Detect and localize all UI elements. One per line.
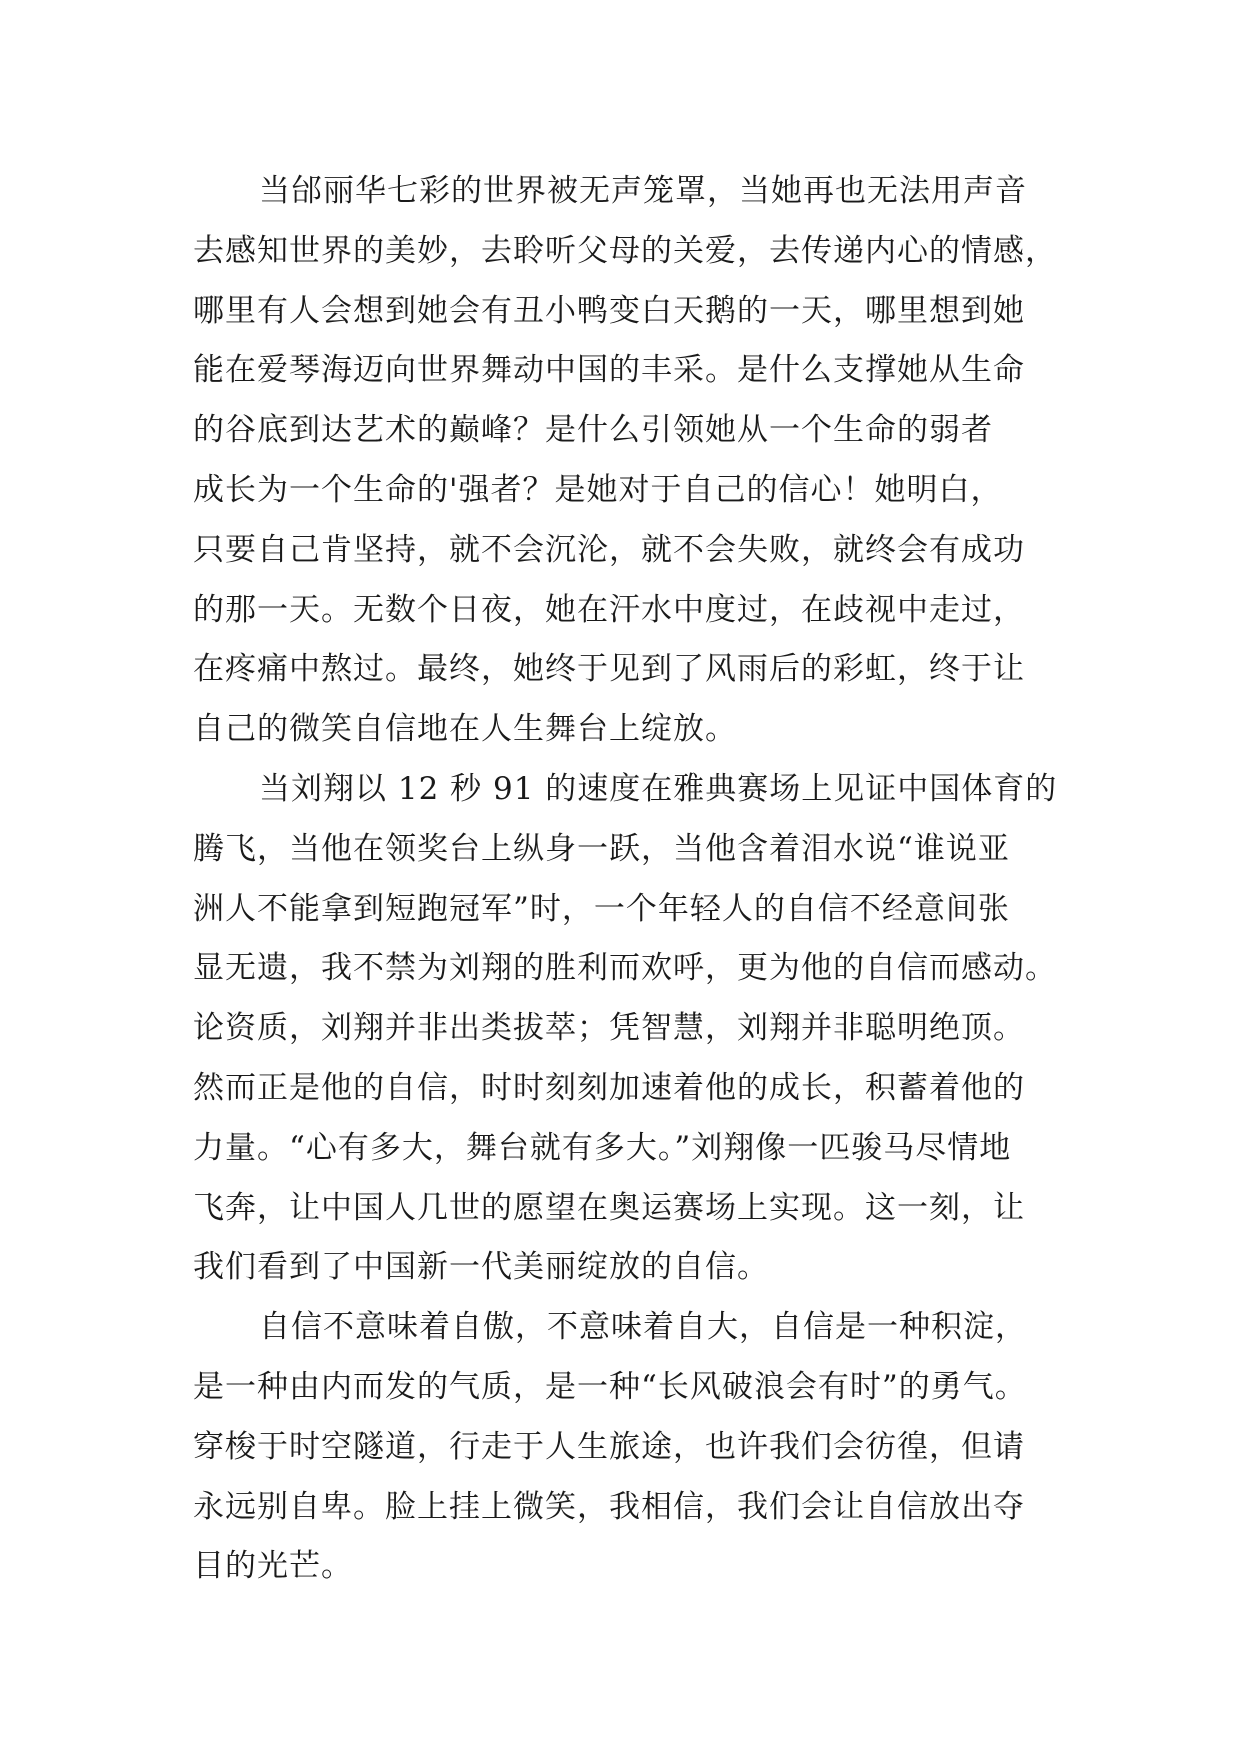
text-line: 当邰丽华七彩的世界被无声笼罩，当她再也无法用声音 xyxy=(259,173,1027,209)
text-line: 自信不意味着自傲，不意味着自大，自信是一种积淀， xyxy=(259,1309,1027,1346)
text-line: 的那一天。无数个日夜，她在汗水中度过，在歧视中走过， xyxy=(193,591,1025,628)
text-line: 当刘翔以 12 秒 91 的速度在雅典赛场上见证中国体育的 xyxy=(259,770,1058,807)
text-line: 是一种由内而发的气质，是一种“长风破浪会有时”的勇气。 xyxy=(193,1368,1027,1405)
text-line: 成长为一个生命的'强者？是她对于自己的信心！她明白， xyxy=(193,471,1003,508)
text-line: 我们看到了中国新一代美丽绽放的自信。 xyxy=(193,1249,769,1286)
text-line: 然而正是他的自信，时时刻刻加速着他的成长，积蓄着他的 xyxy=(193,1069,1025,1106)
text-line: 能在爱琴海迈向世界舞动中国的丰采。是什么支撑她从生命 xyxy=(193,352,1025,389)
text-line: 目的光芒。 xyxy=(193,1548,353,1585)
text-line: 穿梭于时空隧道，行走于人生旅途，也许我们会彷徨，但请 xyxy=(193,1428,1025,1465)
text-line: 飞奔，让中国人几世的愿望在奥运赛场上实现。这一刻，让 xyxy=(193,1189,1025,1226)
text-line: 洲人不能拿到短跑冠军”时，一个年轻人的自信不经意间张 xyxy=(193,890,1010,927)
text-line: 哪里有人会想到她会有丑小鸭变白天鹅的一天，哪里想到她 xyxy=(193,292,1025,329)
text-line: 自己的微笑自信地在人生舞台上绽放。 xyxy=(193,711,737,748)
text-line: 腾飞，当他在领奖台上纵身一跃，当他含着泪水说“谁说亚 xyxy=(193,830,1010,867)
text-line: 力量。“心有多大，舞台就有多大。”刘翔像一匹骏马尽情地 xyxy=(193,1129,1012,1166)
paragraph-1 xyxy=(193,162,1073,760)
text-line: 永远别自卑。脸上挂上微笑，我相信，我们会让自信放出夺 xyxy=(193,1488,1025,1525)
text-line: 论资质，刘翔并非出类拔萃；凭智慧，刘翔并非聪明绝顶。 xyxy=(193,1010,1025,1047)
text-line: 在疼痛中熬过。最终，她终于见到了风雨后的彩虹，终于让 xyxy=(193,651,1025,688)
paragraph-2 xyxy=(193,760,1073,1298)
essay-body xyxy=(193,162,1073,1597)
text-line: 去感知世界的美妙，去聆听父母的关爱，去传递内心的情感， xyxy=(193,232,1057,269)
text-line: 显无遗，我不禁为刘翔的胜利而欢呼，更为他的自信而感动。 xyxy=(193,950,1057,987)
text-line: 的谷底到达艺术的巅峰？是什么引领她从一个生命的弱者 xyxy=(193,412,993,449)
text-line: 只要自己肯坚持，就不会沉沦，就不会失败，就终会有成功 xyxy=(193,531,1025,568)
paragraph-3 xyxy=(193,1298,1073,1597)
